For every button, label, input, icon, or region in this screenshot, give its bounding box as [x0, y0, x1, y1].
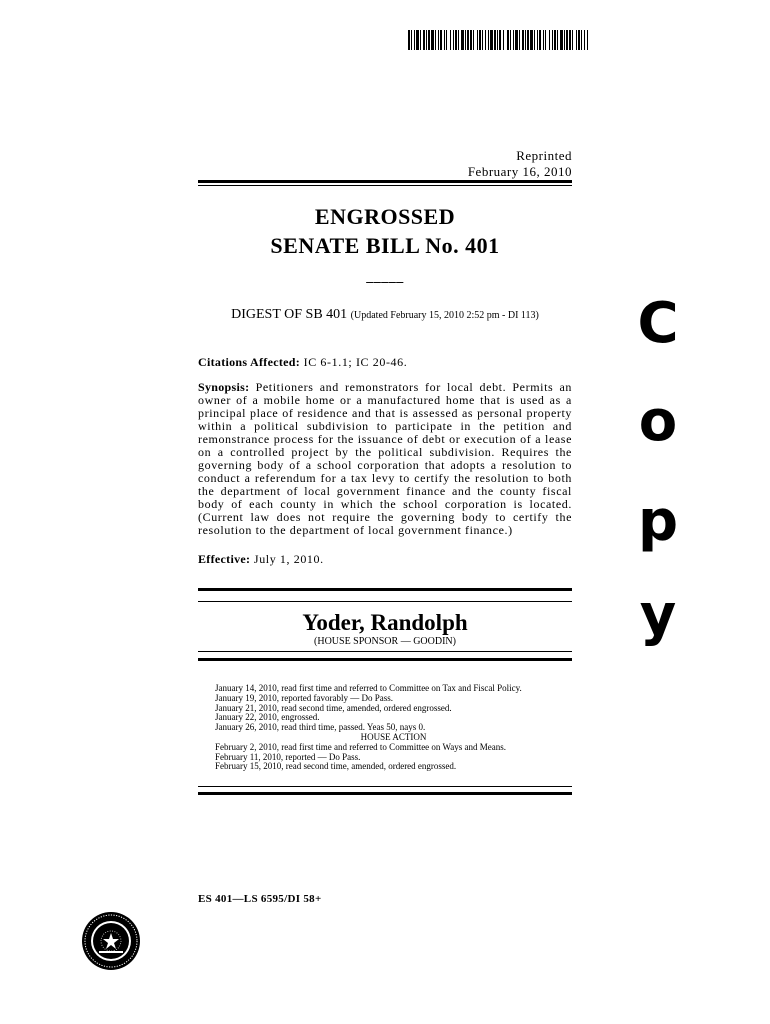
citations-value: IC 6-1.1; IC 20-46. [303, 355, 408, 369]
actions-rule-thin [198, 786, 572, 787]
senate-action-1: January 14, 2010, read first time and referred to Committee on Tax and Fiscal Policy. [215, 683, 522, 693]
barcode-bar [587, 30, 588, 50]
citations-label: Citations Affected: [198, 355, 301, 369]
digest-updated: (Updated February 15, 2010 2:52 pm - DI 113) [350, 310, 539, 321]
synopsis-label: Synopsis: [198, 380, 250, 394]
synopsis-text: Petitioners and remonstrators for local debt. Permits an owner of a mobile home or a manufactured home that is used as a principal place of residence and that is assessed as personal property within a political subdivision to participate in the petition and remonstrance process for the issuance of debt or execution of a lease on a controlled project by the political subdivision. Requires the governing body of a school corporation that adopts a resolution to conduct a referendum for a tax levy to certify the resolution to both the department of local government finance and the county fiscal body of each county in which the school corporation is located. (Current law does not require the governing body to certify the resolution to the department of local government finance.) [198, 380, 572, 537]
digest-main: DIGEST OF SB 401 [231, 307, 348, 322]
copy-letter-p: p [637, 489, 679, 554]
senate-sponsor-name: Yoder, Randolph [302, 610, 468, 635]
title-dash: _____ [366, 270, 404, 285]
effective-date [198, 553, 572, 566]
title-engrossed: ENGROSSED [314, 204, 456, 229]
copy-letter-c: C [637, 291, 679, 356]
reprinted-label: Reprinted [516, 148, 572, 163]
top-rule [198, 180, 572, 183]
title-bill-number: SENATE BILL No. 401 [270, 233, 500, 258]
sponsor-rule-bottom-thin [198, 651, 572, 652]
state-seal-icon [81, 911, 141, 971]
senate-action-4: January 22, 2010, engrossed. [215, 712, 320, 723]
house-sponsor: (HOUSE SPONSOR — GOODIN) [314, 636, 456, 647]
house-action-heading: HOUSE ACTION [360, 731, 427, 742]
copy-letter-o: o [638, 389, 678, 454]
synopsis [198, 381, 572, 537]
sponsor-rule-bottom [198, 658, 572, 661]
copy-letter-y: y [639, 583, 677, 648]
house-action-2: February 11, 2010, reported — Do Pass. [215, 751, 361, 762]
senate-action-3: January 21, 2010, read second time, amended, ordered engrossed. [215, 702, 452, 713]
sponsor-rule-top [198, 588, 572, 591]
actions-rule [198, 792, 572, 795]
senate-action-5: January 26, 2010, read third time, passed. Yeas 50, nays 0. [215, 722, 426, 733]
bill-code-footer: ES 401—LS 6595/DI 58+ [198, 893, 322, 905]
house-action-3: February 15, 2010, read second time, amended, ordered engrossed. [215, 761, 457, 772]
effective-label: Effective: [198, 552, 251, 566]
reprinted-date: February 16, 2010 [467, 164, 572, 179]
senate-action-2: January 19, 2010, reported favorably — Do Pass. [215, 692, 393, 703]
barcode [408, 30, 590, 50]
effective-value: July 1, 2010. [253, 552, 324, 566]
sponsor-rule-top-thin [198, 601, 572, 602]
legislative-actions [215, 684, 572, 772]
top-rule-thin [198, 185, 572, 186]
digest-heading [198, 307, 572, 323]
house-action-1: February 2, 2010, read first time and referred to Committee on Ways and Means. [215, 741, 507, 752]
citations-affected [198, 356, 572, 369]
